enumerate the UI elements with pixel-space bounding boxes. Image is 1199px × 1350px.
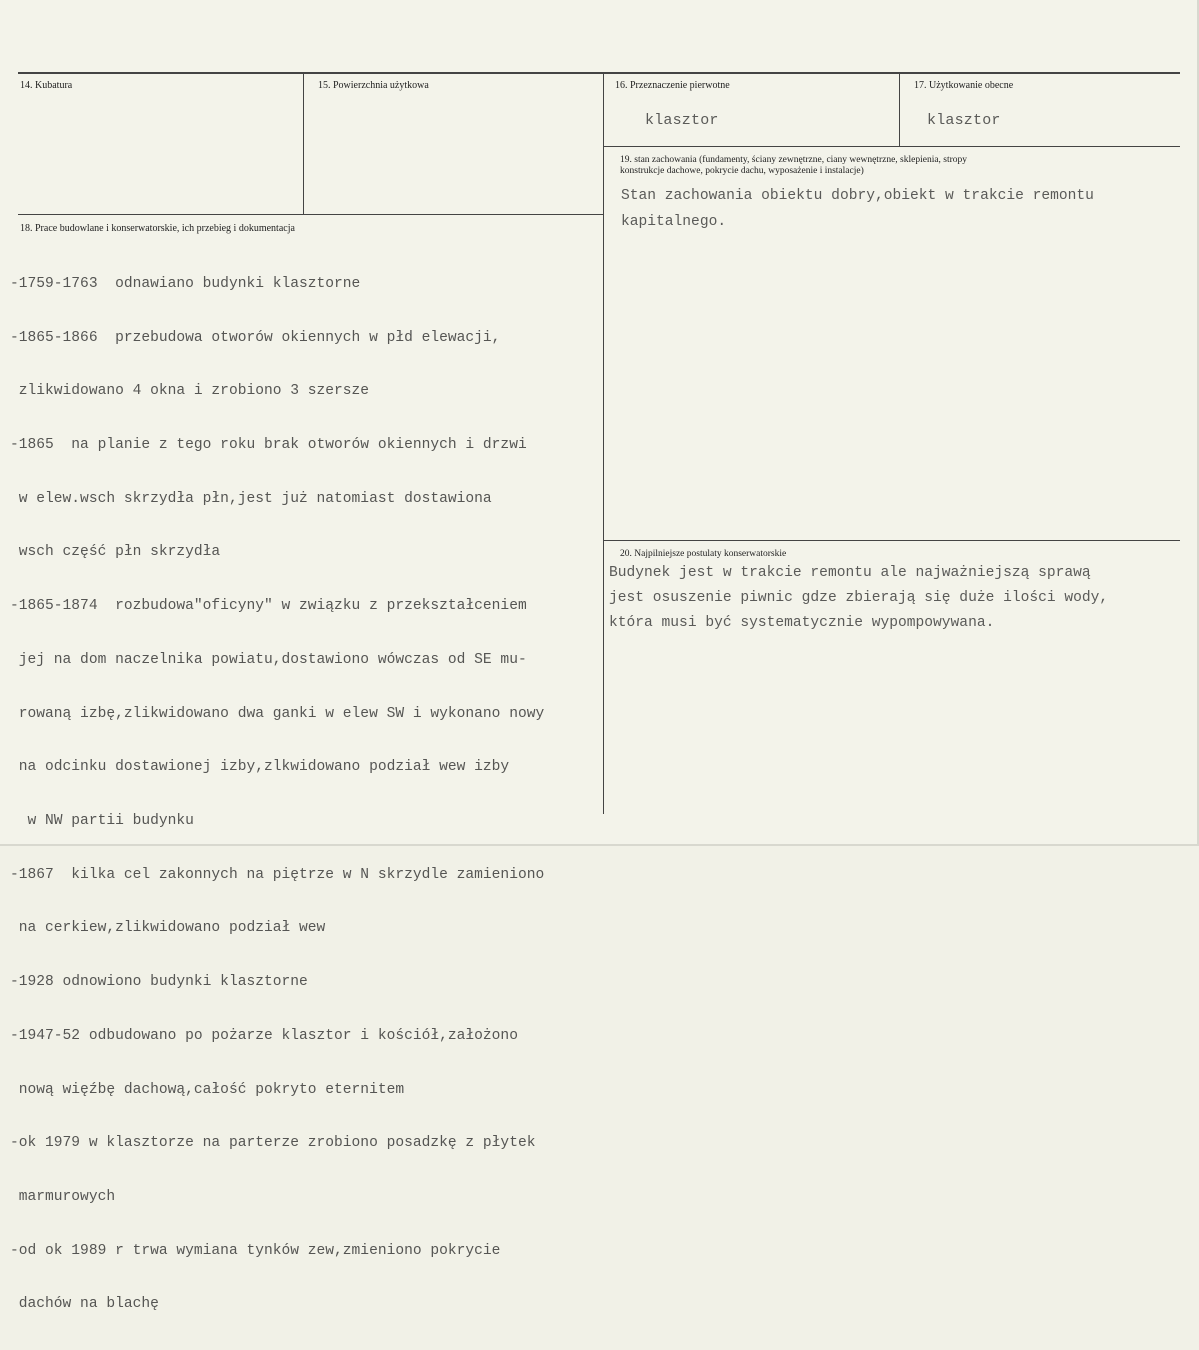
- list-item: marmurowych: [10, 1189, 116, 1206]
- list-item: -1865 na planie z tego roku brak otworów okiennych i drzwi: [10, 436, 527, 453]
- list-item: -1928 odnowiono budynki klasztorne: [10, 974, 308, 991]
- list-item: zlikwidowano 4 okna i zrobiono 3 szersze: [10, 383, 370, 400]
- list-item: -1867 kilka cel zakonnych na piętrze w N skrzydle zamieniono: [10, 866, 545, 883]
- field-20-label: 20. Najpilniejsze postulaty konserwatorskie: [620, 549, 787, 559]
- field-19-label: 19. stan zachowania (fundamenty, ściany zewnętrzne, ciany wewnętrzne, sklepienia, stropy: [620, 155, 968, 165]
- field-19-text-line1: Stan zachowania obiektu dobry,obiekt w trakcie remontu: [621, 188, 1094, 204]
- list-item: jej na dom naczelnika powiatu,dostawiono wówczas od SE mu-: [10, 651, 527, 668]
- field-19-label-cont: konstrukcje dachowe, pokrycie dachu, wyposażenie i instalacje): [620, 166, 864, 176]
- field-15-label: 15. Powierzchnia użytkowa: [318, 80, 429, 91]
- list-item: nową więźbę dachową,całość pokryto eternitem: [10, 1081, 405, 1098]
- rule-above-19: [604, 146, 1180, 147]
- list-item: dachów na blachę: [10, 1296, 159, 1313]
- list-item: na cerkiew,zlikwidowano podział wew: [10, 920, 326, 937]
- list-item: -od ok 1989 r trwa wymiana tynków zew,zmieniono pokrycie: [10, 1242, 501, 1259]
- field-20-text-line2: jest osuszenie piwnic gdze zbierają się duże ilości wody,: [609, 590, 1109, 606]
- divider-16-17: [899, 74, 900, 146]
- field-17-label: 17. Użytkowanie obecne: [914, 80, 1014, 91]
- list-item: -1865-1866 przebudowa otworów okiennych w płd elewacji,: [10, 329, 501, 346]
- list-item: na odcinku dostawionej izby,zlkwidowano podział wew izby: [10, 759, 510, 776]
- top-rule: [18, 72, 1180, 74]
- list-item: rowaną izbę,zlikwidowano dwa ganki w elew SW i wykonano nowy: [10, 705, 545, 722]
- rule-above-18: [18, 214, 604, 215]
- field-20-text-line1: Budynek jest w trakcie remontu ale najważniejszą sprawą: [609, 565, 1091, 581]
- list-item: -1865-1874 rozbudowa"oficyny" w związku z przekształceniem: [10, 598, 527, 615]
- list-item: -ok 1979 w klasztorze na parterze zrobiono posadzkę z płytek: [10, 1135, 536, 1152]
- field-20-text-line3: która musi być systematycznie wypompowywana.: [609, 615, 995, 631]
- list-item: w elew.wsch skrzydła płn,jest już natomiast dostawiona: [10, 490, 492, 507]
- rule-above-20: [604, 540, 1180, 541]
- list-item: -1759-1763 odnawiano budynki klasztorne: [10, 275, 361, 292]
- list-item: w NW partii budynku: [10, 813, 194, 829]
- field-14-label: 14. Kubatura: [20, 80, 73, 91]
- divider-15-16: [603, 74, 604, 814]
- field-16-label: 16. Przeznaczenie pierwotne: [615, 80, 730, 91]
- field-16-value: klasztor: [645, 112, 719, 129]
- list-item: wsch część płn skrzydła: [10, 544, 221, 561]
- field-18-label: 18. Prace budowlane i konserwatorskie, ich przebieg i dokumentacja: [20, 223, 295, 234]
- field-17-value: klasztor: [927, 112, 1001, 129]
- divider-14-15: [303, 74, 304, 214]
- field-19-text-line2: kapitalnego.: [621, 214, 727, 230]
- field-18-works-list: [10, 240, 544, 1350]
- list-item: -1947-52 odbudowano po pożarze klasztor i kościół,założono: [10, 1027, 518, 1044]
